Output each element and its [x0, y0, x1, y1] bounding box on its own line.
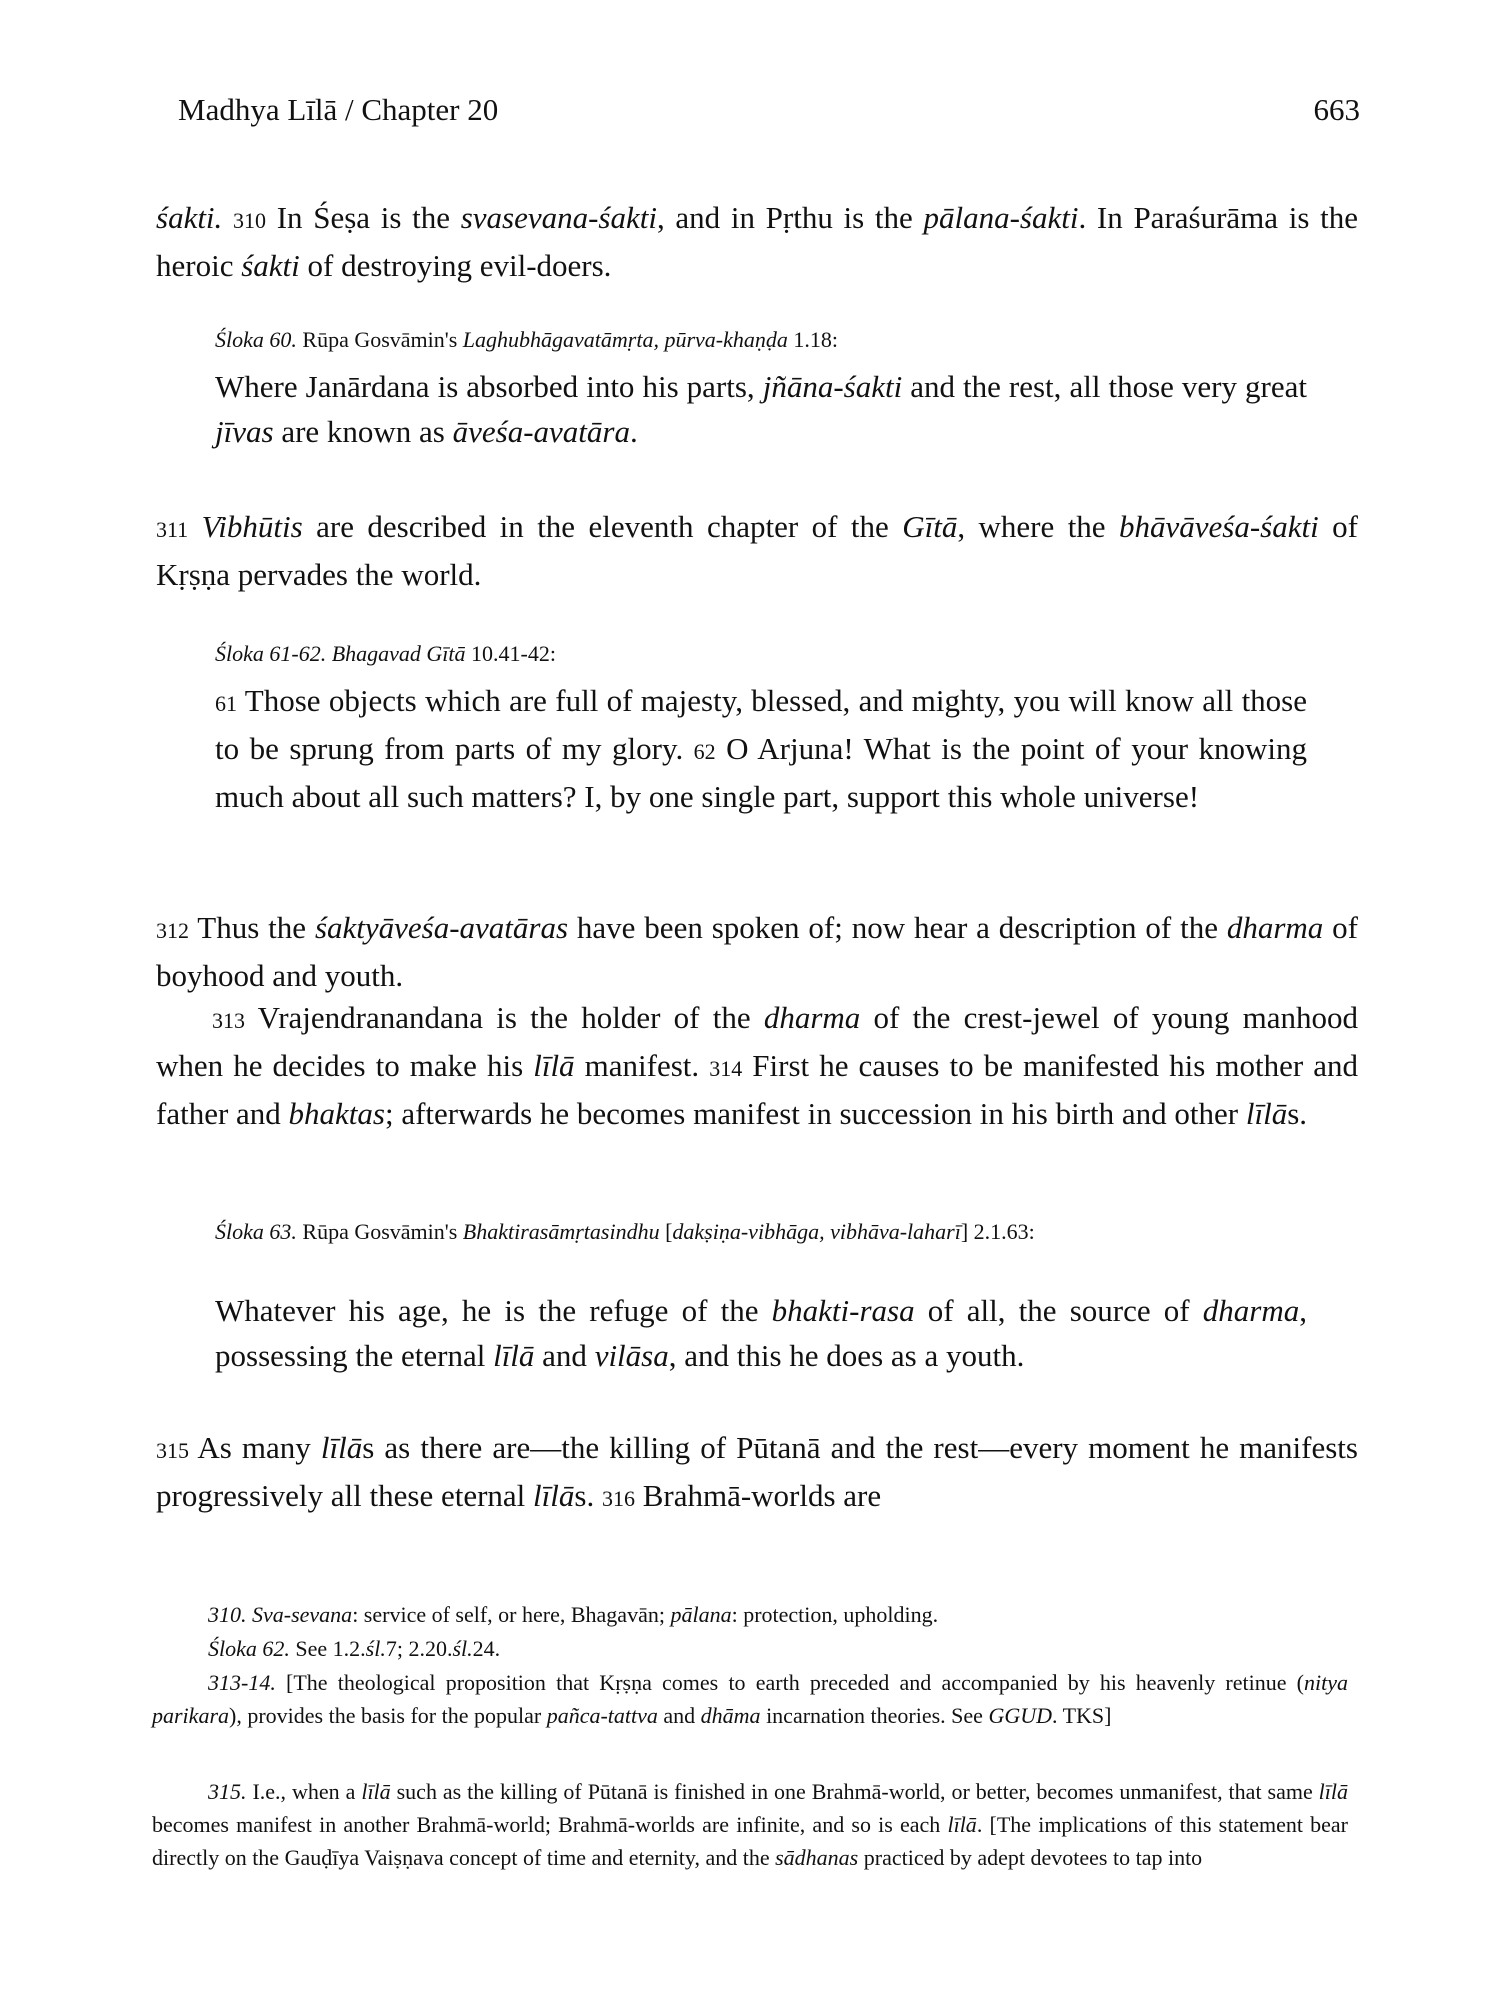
text-run: such as the killing of Pūtanā is finished in one Brahmā-world, or better, becomes unmanifest, that same [390, 1779, 1319, 1804]
text-run: incarnation theories. See [760, 1703, 989, 1728]
text-run: : service of self, or here, Bhagavān; [352, 1602, 671, 1627]
source-title: Bhaktirasāmṛtasindhu [462, 1219, 660, 1244]
text-run: Vrajendranandana is the holder of the [245, 1000, 764, 1035]
italic-term: vilāsa [594, 1338, 669, 1373]
verse-number: 311 [156, 517, 189, 542]
text-run: , and in Pṛthu is the [656, 200, 924, 235]
running-title: Madhya Līlā / Chapter 20 [178, 92, 499, 127]
text-run: practiced by adept devotees to tap into [858, 1845, 1203, 1870]
sloka-63-text [215, 1288, 1307, 1378]
sloka-61-62-caption [215, 637, 1307, 670]
text-run: s as there are—the killing of Pūtanā and the rest—every moment he manifests progressively all these eternal [156, 1430, 1358, 1513]
source-title: Bhagavad Gītā [326, 641, 466, 666]
italic-term: līlā [493, 1338, 535, 1373]
italic-term: līlā [361, 1779, 391, 1804]
verse-number: 316 [601, 1486, 635, 1511]
text-run: [ [659, 1219, 673, 1244]
italic-term: dharma [763, 1000, 861, 1035]
footnote-label: 315. [208, 1779, 247, 1804]
text-run: of all, the source of [914, 1293, 1203, 1328]
text-run: . TKS] [1052, 1703, 1112, 1728]
footnote-315 [152, 1775, 1348, 1874]
text-run: Brahmā-worlds are [634, 1478, 882, 1513]
page-number: 663 [1313, 92, 1360, 127]
text-run: and [534, 1338, 595, 1373]
italic-term: bhāvāveśa-śakti [1119, 509, 1319, 544]
sloka-61-62-text [215, 678, 1307, 819]
footnote-label: 310. [208, 1602, 247, 1627]
verse-number: 310 [233, 208, 267, 233]
italic-term: pālana-śakti [923, 200, 1079, 235]
sloka-60-caption [215, 323, 1307, 356]
verse-number: 61 [215, 691, 237, 716]
text-run: of boyhood and youth. [156, 910, 1359, 993]
italic-term: dharma [1226, 910, 1324, 945]
italic-term: śl. [365, 1636, 386, 1661]
italic-term: śl. [452, 1636, 473, 1661]
sloka-label: Śloka 60. [215, 327, 297, 352]
italic-term: līlā [320, 1430, 363, 1465]
italic-term: bhaktas [288, 1096, 385, 1131]
text-run: Rūpa Gosvāmin's [296, 1219, 463, 1244]
text-run: , possessing the eternal [215, 1293, 1307, 1373]
italic-term: GGUD [988, 1703, 1052, 1728]
footnote-313-14 [152, 1666, 1348, 1732]
italic-term: sādhanas [775, 1845, 859, 1870]
sloka-60-text [215, 364, 1307, 454]
italic-term: līlā [1245, 1096, 1288, 1131]
text-run: 24. [472, 1636, 501, 1661]
italic-term: nitya parikara [152, 1670, 1348, 1728]
source-title: Laghubhāgavatāmṛta, pūrva-khaṇḍa [462, 327, 788, 352]
italic-term: śakti. [156, 200, 223, 235]
text-run: are known as [273, 414, 453, 449]
text-run: First he causes to be manifested his mother and father and [156, 1048, 1358, 1131]
text-run: , where the [957, 509, 1120, 544]
text-run: have been spoken of; now hear a description of the [568, 910, 1227, 945]
text-run: s. [574, 1478, 602, 1513]
italic-term: dhāma [700, 1703, 761, 1728]
italic-term: Vibhūtis [201, 509, 303, 544]
text-run: . In Paraśurāma is the heroic [156, 200, 1358, 283]
text-run: Whatever his age, he is the refuge of the [215, 1293, 772, 1328]
text-run: [The theological proposition that Kṛṣṇa comes to earth preceded and accompanied by his heavenly retinue ( [275, 1670, 1304, 1695]
text-run: and [657, 1703, 701, 1728]
verse-number: 312 [156, 918, 189, 943]
text-run: Rūpa Gosvāmin's [296, 327, 463, 352]
text-run: of destroying evil-doers. [299, 248, 612, 283]
text-run: and the rest, all those very great [902, 369, 1307, 404]
verse-number: 62 [693, 739, 716, 764]
sloka-label: Śloka 61-62. [215, 641, 327, 666]
sloka-label: Śloka 63. [215, 1219, 297, 1244]
text-run: 10.41-42: [465, 641, 556, 666]
italic-term: pālana [670, 1602, 732, 1627]
footnote-sloka-62 [152, 1632, 1348, 1665]
italic-term: Gītā [902, 509, 958, 544]
text-run: , and this he does as a youth. [668, 1338, 1025, 1373]
italic-term: pañca-tattva [546, 1703, 658, 1728]
text-run: ] 2.1.63: [960, 1219, 1035, 1244]
italic-term: śaktyāveśa-avatāras [314, 910, 569, 945]
footnote-label: Śloka 62. [208, 1636, 290, 1661]
paragraph-315-316 [156, 1425, 1358, 1521]
text-run: becomes manifest in another Brahmā-world; Brahmā-worlds are infinite, and so is each [152, 1812, 948, 1837]
italic-term: jīvas [215, 414, 274, 449]
text-run: ), provides the basis for the popular [229, 1703, 547, 1728]
paragraph-313-314 [156, 995, 1358, 1136]
paragraph-309-continuation [156, 195, 1358, 288]
italic-term: bhakti-rasa [771, 1293, 915, 1328]
text-run: . [629, 414, 638, 449]
text-run: s. [1287, 1096, 1308, 1131]
paragraph-311 [156, 504, 1358, 597]
verse-number: 313 [212, 1008, 245, 1033]
text-run: 7; 2.20. [385, 1636, 453, 1661]
footnote-310 [152, 1598, 1348, 1631]
text-run: of the crest-jewel of young manhood when he decides to make his [156, 1000, 1358, 1083]
text-run: O Arjuna! What is the point of your knowing much about all such matters? I, by one single part, support this whole universe! [215, 731, 1307, 814]
text-run: : protection, upholding. [731, 1602, 939, 1627]
text-run: of Kṛṣṇa pervades the world. [156, 509, 1359, 592]
italic-term: līlā [533, 1048, 575, 1083]
text-run: Thus the [189, 910, 315, 945]
verse-number: 314 [709, 1056, 743, 1081]
italic-term: āveśa-avatāra [452, 414, 630, 449]
running-header [178, 92, 1360, 132]
footnote-label: 313-14. [208, 1670, 276, 1695]
text-run: ; afterwards he becomes manifest in succession in his birth and other [384, 1096, 1246, 1131]
text-run: are described in the eleventh chapter of the [302, 509, 903, 544]
text-run: See 1.2. [289, 1636, 366, 1661]
text-run: I.e., when a [246, 1779, 362, 1804]
text-run: 1.18: [787, 327, 839, 352]
sloka-63-caption [215, 1215, 1307, 1248]
text-run: Those objects which are full of majesty, blessed, and mighty, you will know all those to be sprung from parts of my glory. [215, 683, 1307, 766]
text-run: Where Janārdana is absorbed into his parts, [215, 369, 763, 404]
text-run: As many [189, 1430, 321, 1465]
text-run: In Śeṣa is the [266, 200, 461, 235]
italic-term: līlā [1318, 1779, 1349, 1804]
source-section: dakṣiṇa-vibhāga, vibhāva-laharī [672, 1219, 961, 1244]
text-run: manifest. [574, 1048, 710, 1083]
italic-term: jñāna-śakti [762, 369, 903, 404]
verse-number: 315 [156, 1438, 189, 1463]
italic-term: svasevana-śakti [460, 200, 657, 235]
italic-term: Sva-sevana [246, 1602, 353, 1627]
paragraph-312 [156, 905, 1358, 998]
italic-term: dharma [1202, 1293, 1300, 1328]
italic-term: līlā [533, 1478, 575, 1513]
text-run: . [The implications of this statement bear directly on the Gauḍīya Vaiṣṇava concept of time and eternity, and the [152, 1812, 1348, 1870]
italic-term: śakti [241, 248, 300, 283]
italic-term: līlā [947, 1812, 977, 1837]
